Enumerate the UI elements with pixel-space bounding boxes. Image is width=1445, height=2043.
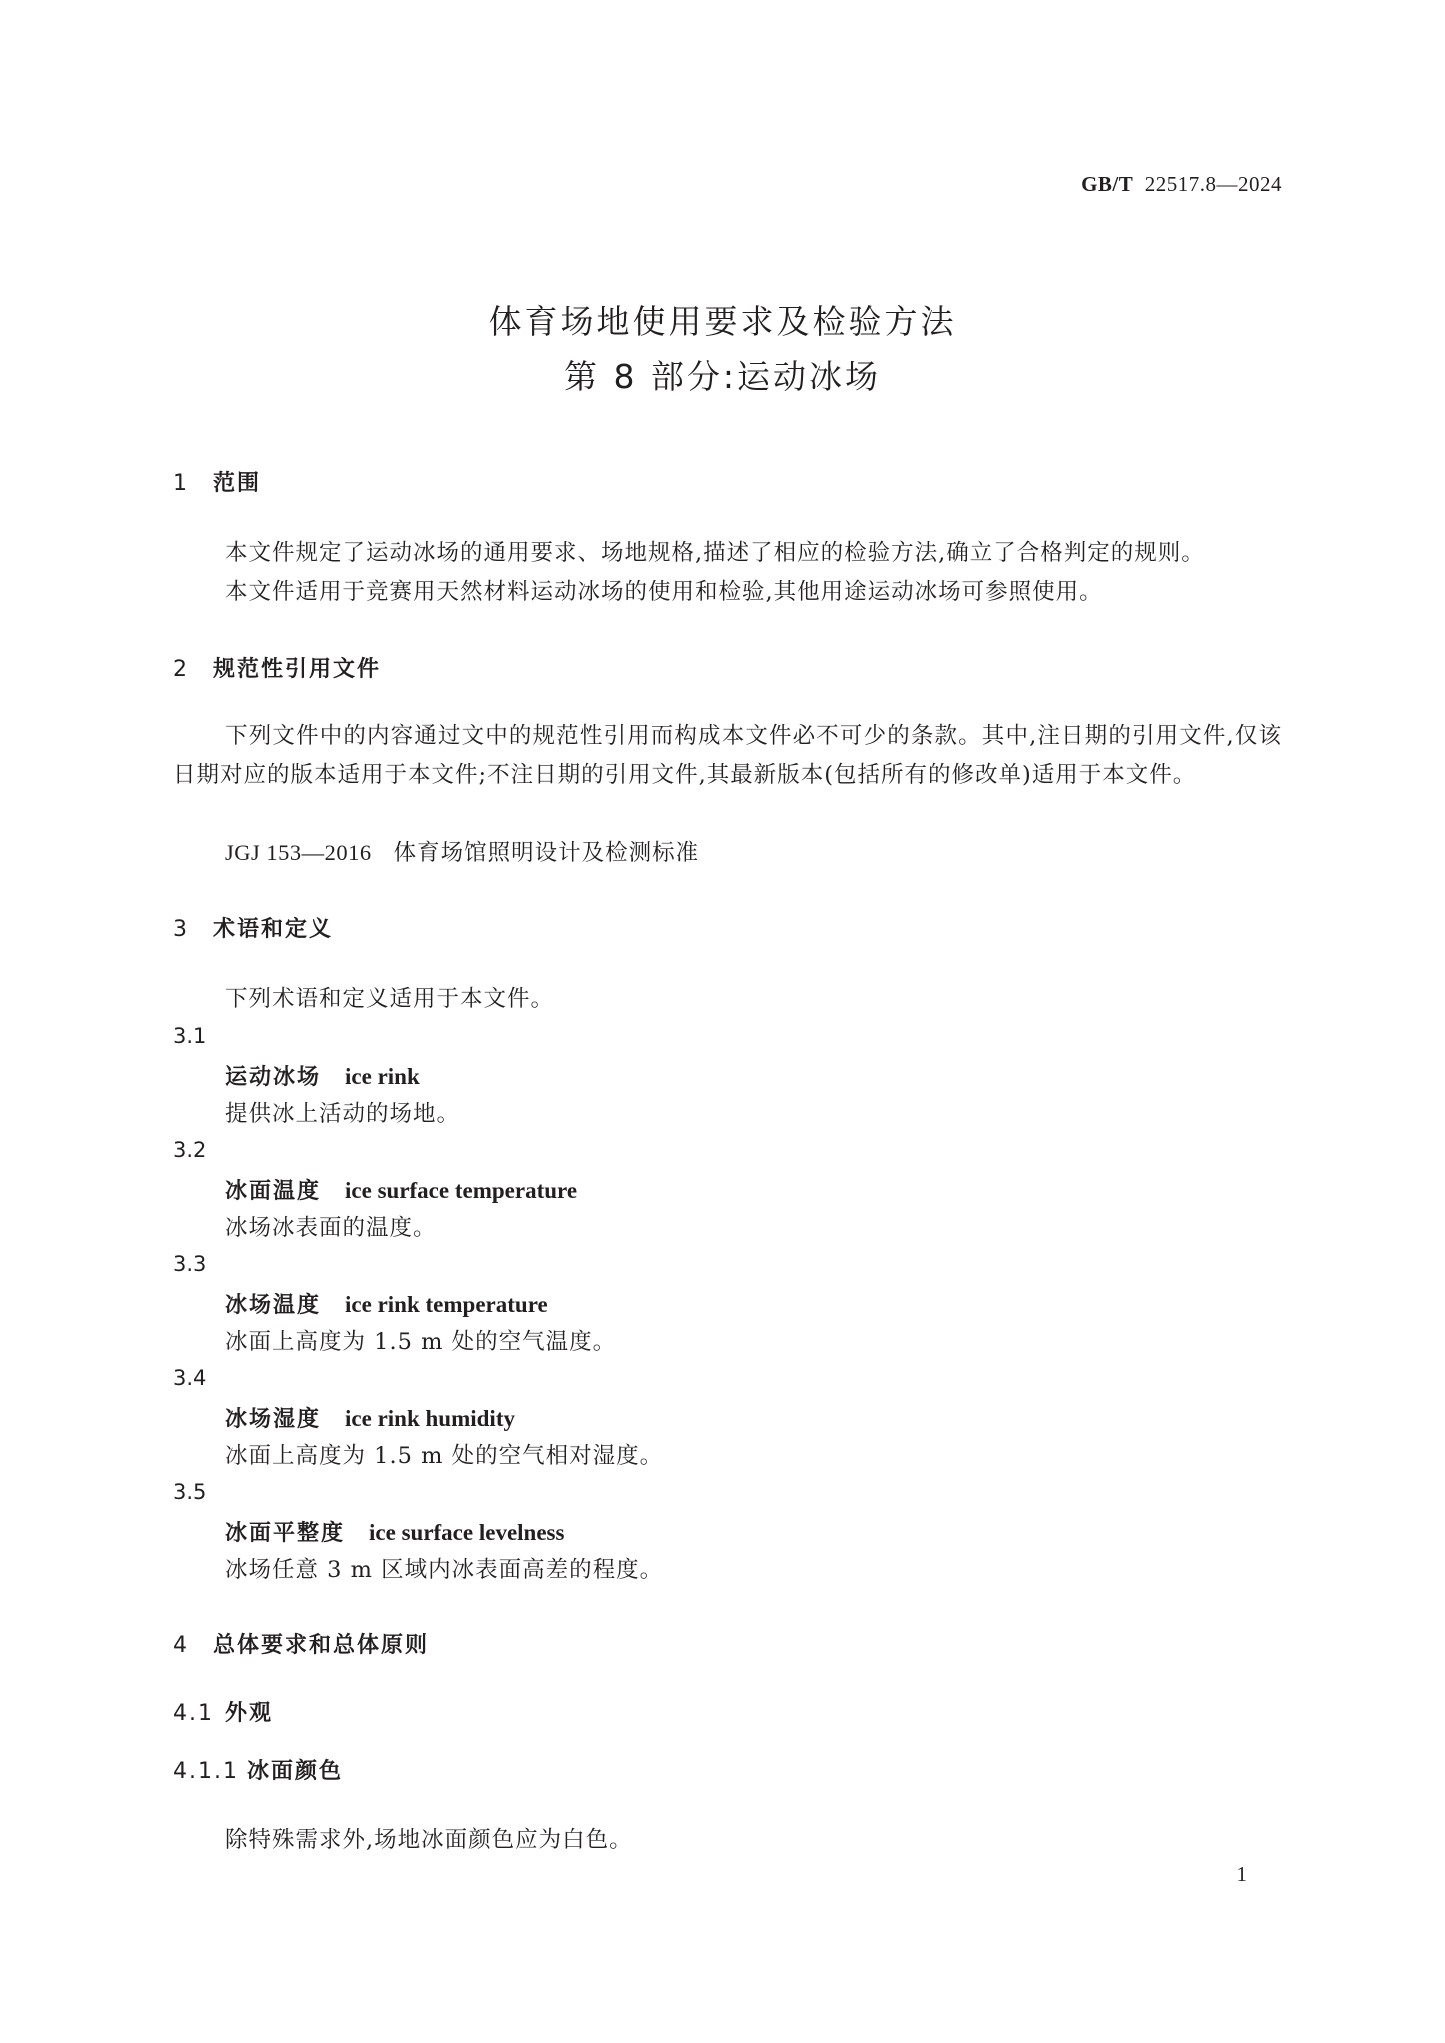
- term-definition: 冰场任意 3 m 区域内冰表面高差的程度。: [225, 1557, 664, 1583]
- term-en: ice rink humidity: [345, 1406, 515, 1431]
- section-number: 2: [173, 657, 189, 682]
- section-heading-scope: [173, 466, 261, 497]
- term-zh: 冰场温度: [225, 1293, 322, 1318]
- section-number: 3: [173, 917, 189, 942]
- subsection-number: 4.1.1: [173, 1759, 239, 1784]
- term-definition: 冰场冰表面的温度。: [225, 1215, 437, 1241]
- section-title: 总体要求和总体原则: [213, 1633, 430, 1658]
- standard-code: [1081, 172, 1282, 197]
- term-definition: 冰面上高度为 1.5 m 处的空气相对湿度。: [225, 1443, 664, 1469]
- section-heading-general-requirements: [173, 1628, 429, 1659]
- term-entry: [225, 1288, 548, 1319]
- term-entry: [225, 1402, 515, 1433]
- term-en: ice surface levelness: [369, 1520, 565, 1545]
- section-title: 范围: [213, 471, 262, 496]
- standard-prefix: GB/T: [1081, 172, 1134, 196]
- standard-number: 22517.8—2024: [1144, 172, 1282, 196]
- paragraph: 本文件规定了运动冰场的通用要求、场地规格,描述了相应的检验方法,确立了合格判定的规则。: [225, 540, 1205, 566]
- term-definition: 提供冰上活动的场地。: [225, 1101, 461, 1127]
- term-number: 3.4: [173, 1366, 207, 1390]
- term-zh: 冰面平整度: [225, 1521, 346, 1546]
- term-number: 3.2: [173, 1138, 207, 1162]
- term-zh: 冰场湿度: [225, 1407, 322, 1432]
- term-number: 3.5: [173, 1480, 207, 1504]
- document-subtitle: 第 8 部分:运动冰场: [563, 357, 882, 396]
- term-definition: 冰面上高度为 1.5 m 处的空气温度。: [225, 1329, 617, 1355]
- subsection-heading-ice-color: [173, 1754, 343, 1785]
- reference-title: 体育场馆照明设计及检测标准: [393, 840, 700, 866]
- term-entry: [225, 1516, 564, 1547]
- term-zh: 运动冰场: [225, 1065, 322, 1090]
- document-title: 体育场地使用要求及检验方法: [488, 302, 957, 341]
- section-number: 1: [173, 471, 189, 496]
- page-number: 1: [1236, 1862, 1247, 1886]
- reference-entry: [225, 835, 699, 867]
- section-title: 规范性引用文件: [213, 657, 382, 682]
- term-en: ice surface temperature: [345, 1178, 578, 1203]
- term-zh: 冰面温度: [225, 1179, 322, 1204]
- subsection-title: 外观: [225, 1701, 274, 1726]
- subsection-number: 4.1: [173, 1701, 214, 1726]
- term-en: ice rink temperature: [345, 1292, 548, 1317]
- term-entry: [225, 1174, 577, 1205]
- subsection-heading-appearance: [173, 1696, 273, 1727]
- section-heading-terms: [173, 912, 333, 943]
- section-heading-normative-references: [173, 652, 381, 683]
- subsection-title: 冰面颜色: [247, 1759, 344, 1784]
- reference-code: JGJ 153—2016: [225, 840, 372, 865]
- term-entry: [225, 1060, 420, 1091]
- paragraph: [173, 717, 1282, 795]
- paragraph: 下列术语和定义适用于本文件。: [225, 986, 555, 1012]
- paragraph-text: 下列文件中的内容通过文中的规范性引用而构成本文件必不可少的条款。其中,注日期的引用文件,仅该日期对应的版本适用于本文件;不注日期的引用文件,其最新版本(包括所有的修改单)适用于本文件。: [173, 723, 1282, 788]
- term-en: ice rink: [345, 1064, 420, 1089]
- paragraph: 除特殊需求外,场地冰面颜色应为白色。: [225, 1827, 633, 1853]
- term-number: 3.3: [173, 1252, 207, 1276]
- section-title: 术语和定义: [213, 917, 334, 942]
- term-number: 3.1: [173, 1024, 207, 1048]
- paragraph: 本文件适用于竞赛用天然材料运动冰场的使用和检验,其他用途运动冰场可参照使用。: [225, 579, 1103, 605]
- section-number: 4: [173, 1633, 189, 1658]
